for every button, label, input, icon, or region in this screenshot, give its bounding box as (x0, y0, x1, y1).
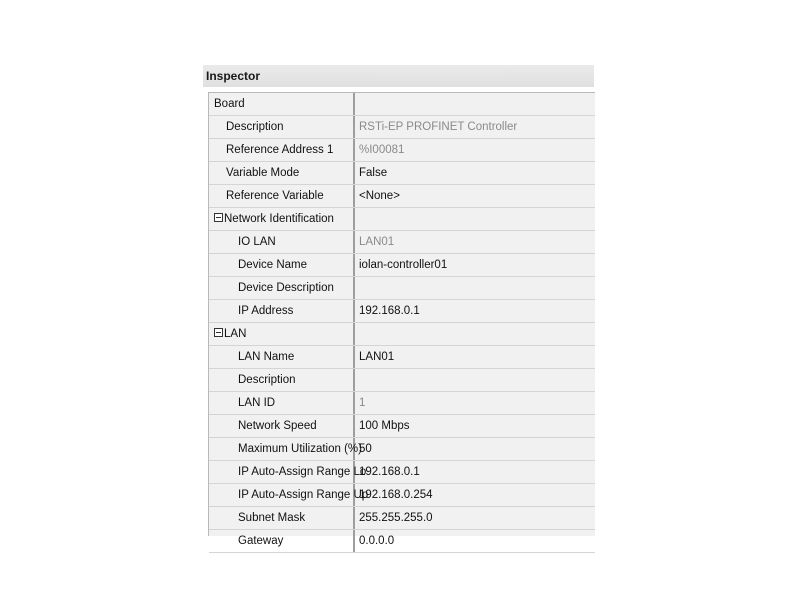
property-row[interactable] (209, 438, 595, 461)
property-value[interactable] (355, 93, 595, 115)
property-rows (209, 93, 595, 553)
property-row[interactable] (209, 254, 595, 277)
property-name-label: Maximum Utilization (%) (238, 443, 362, 455)
property-value[interactable]: 192.168.0.1 (359, 305, 420, 317)
property-value[interactable] (355, 369, 595, 391)
property-row[interactable] (209, 231, 595, 254)
property-value[interactable]: LAN01 (359, 351, 395, 363)
property-name[interactable] (209, 116, 355, 138)
collapse-box-icon[interactable] (214, 213, 223, 222)
property-value: 1 (359, 397, 366, 409)
property-row[interactable] (209, 484, 595, 507)
property-name[interactable] (209, 346, 355, 368)
property-name[interactable] (209, 277, 355, 299)
property-name[interactable] (209, 323, 355, 345)
property-row[interactable] (209, 507, 595, 530)
inspector-panel (203, 65, 594, 547)
property-name[interactable] (209, 415, 355, 437)
property-name-label: Reference Address 1 (226, 144, 334, 156)
property-name-label: Network Speed (238, 420, 317, 432)
property-name[interactable] (209, 484, 369, 506)
property-name[interactable] (209, 461, 367, 483)
property-row[interactable] (209, 139, 595, 162)
property-row[interactable] (209, 185, 595, 208)
property-name[interactable] (209, 254, 355, 276)
property-value[interactable] (355, 277, 595, 299)
property-value[interactable]: 100 Mbps (359, 420, 410, 432)
property-row[interactable] (209, 162, 595, 185)
property-value[interactable]: iolan-controller01 (359, 259, 448, 271)
property-name-label: Device Description (238, 282, 334, 294)
property-value[interactable]: 192.168.0.1 (359, 466, 420, 478)
property-name-label: IP Auto-Assign Range Up (238, 489, 369, 501)
property-name-label: Description (238, 374, 296, 386)
property-name[interactable] (209, 507, 355, 529)
property-name[interactable] (209, 208, 355, 230)
property-name[interactable] (209, 530, 355, 552)
property-category-row[interactable] (209, 323, 595, 346)
property-value[interactable]: 192.168.0.254 (359, 489, 433, 501)
property-name[interactable] (209, 185, 355, 207)
property-value: %I00081 (359, 144, 405, 156)
property-value[interactable]: 255.255.255.0 (359, 512, 433, 524)
property-row[interactable] (209, 277, 595, 300)
property-name-label: Description (226, 121, 284, 133)
property-value[interactable] (355, 323, 595, 345)
property-name-label: Reference Variable (226, 190, 324, 202)
property-name[interactable] (209, 162, 355, 184)
property-name[interactable] (209, 93, 355, 115)
property-row[interactable] (209, 369, 595, 392)
property-grid (208, 92, 595, 547)
property-value[interactable]: 50 (359, 443, 372, 455)
property-category-row[interactable] (209, 208, 595, 231)
property-name-label: IP Auto-Assign Range Lo (238, 466, 367, 478)
property-row[interactable] (209, 415, 595, 438)
property-name-label: Gateway (238, 535, 284, 547)
property-value[interactable]: <None> (359, 190, 400, 202)
property-value[interactable]: False (359, 167, 388, 179)
property-row[interactable] (209, 461, 595, 484)
property-name[interactable] (209, 139, 355, 161)
property-value: LAN01 (359, 236, 395, 248)
property-name-label: Subnet Mask (238, 512, 306, 524)
inspector-title: Inspector (203, 65, 594, 87)
property-row[interactable] (209, 392, 595, 415)
property-name[interactable] (209, 231, 355, 253)
property-value[interactable] (355, 208, 595, 230)
property-row[interactable] (209, 116, 595, 139)
property-name-label: LAN Name (238, 351, 295, 363)
property-name[interactable] (209, 438, 362, 460)
collapse-box-icon[interactable] (214, 328, 223, 337)
property-row[interactable] (209, 530, 595, 553)
property-name-label: Device Name (238, 259, 308, 271)
property-name-label: Variable Mode (226, 167, 300, 179)
property-name[interactable] (209, 300, 355, 322)
property-row[interactable] (209, 93, 595, 116)
property-name[interactable] (209, 392, 355, 414)
property-name-label: IP Address (238, 305, 294, 317)
property-row[interactable] (209, 346, 595, 369)
property-name[interactable] (209, 369, 355, 391)
property-name-label: Network Identification (224, 213, 334, 225)
property-value: RSTi-EP PROFINET Controller (359, 121, 518, 133)
property-name-label: LAN (224, 328, 247, 340)
property-value[interactable]: 0.0.0.0 (359, 535, 395, 547)
property-name-label: Board (214, 98, 245, 110)
property-name-label: IO LAN (238, 236, 276, 248)
property-name-label: LAN ID (238, 397, 276, 409)
property-row[interactable] (209, 300, 595, 323)
